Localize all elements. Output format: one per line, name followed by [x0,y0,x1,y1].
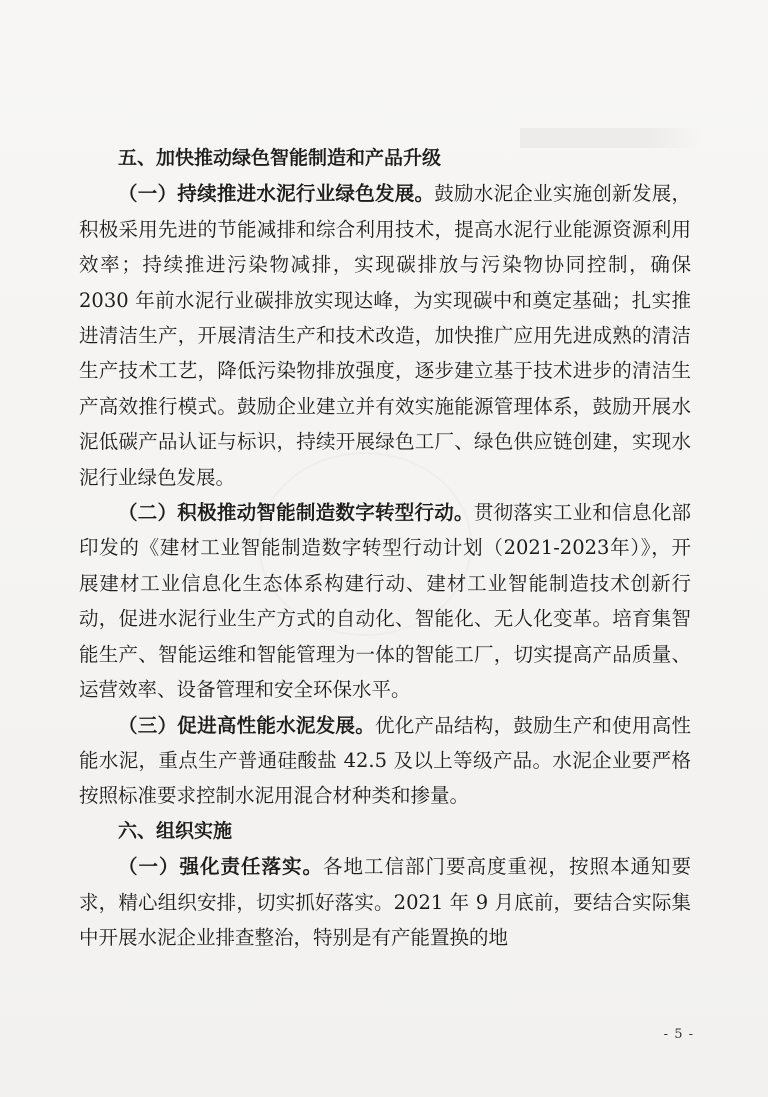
paragraph-text: 各地工信部门要高度重视，按照本通知要求，精心组织安排，切实抓好落实。2021 年 9 月底前，要结合实际集中开展水泥企业排查整治，特别是有产能置换的地 [79,855,691,949]
paragraph-text: 优化产品结构，鼓励生产和使用高性能水泥，重点生产普通硅酸盐 42.5 及以上等级产品。水泥企业要严格按照标准要求控制水泥用混合材种类和掺量。 [79,713,691,808]
paragraph-5-3 [79,708,691,814]
document-body [79,141,691,955]
paragraph-lead: （一）持续推进水泥行业绿色发展。 [118,182,435,206]
section-heading-6: 六、组织实施 [118,819,233,842]
paragraph-lead: （一）强化责任落实。 [118,855,323,879]
paragraph-lead: （三）促进高性能水泥发展。 [118,713,375,737]
page-number: - 5 - [663,1027,694,1042]
paragraph-text: 鼓励水泥企业实施创新发展，积极采用先进的节能减排和综合利用技术，提高水泥行业能源资源利用效率；持续推进污染物减排，实现碳排放与污染物协同控制，确保 2030 年前水泥行业碳排放实现达峰，为实现碳中和奠定基础；扎实推进清洁生产，开展清洁生产和技术改造，加快推广应用先进成熟的清洁生产技术工艺，降低污染物排放强度，逐步建立基于技术进步的清洁生产高效推行模式。鼓励企业建立并有效实施能源管理体系，鼓励开展水泥低碳产品认证与标识，持续开展绿色工厂、绿色供应链创建，实现水泥行业绿色发展。 [79,182,691,489]
section-heading-5: 五、加快推动绿色智能制造和产品升级 [118,147,442,169]
paragraph-5-1 [79,176,691,495]
paragraph-6-1 [79,849,691,955]
paragraph-lead: （二）积极推动智能制造数字转型行动。 [118,501,474,525]
paragraph-text: 贯彻落实工业和信息化部印发的《建材工业智能制造数字转型行动计划（2021-2023年）》，开展建材工业信息化生态体系构建行动、建材工业智能制造技术创新行动，促进水泥行业生产方式的自动化、智能化、无人化变革。培育集智能生产、智能运维和智能管理为一体的智能工厂，切实提高产品质量、运营效率、设备管理和安全环保水平。 [79,501,691,702]
paragraph-5-2 [79,495,691,707]
